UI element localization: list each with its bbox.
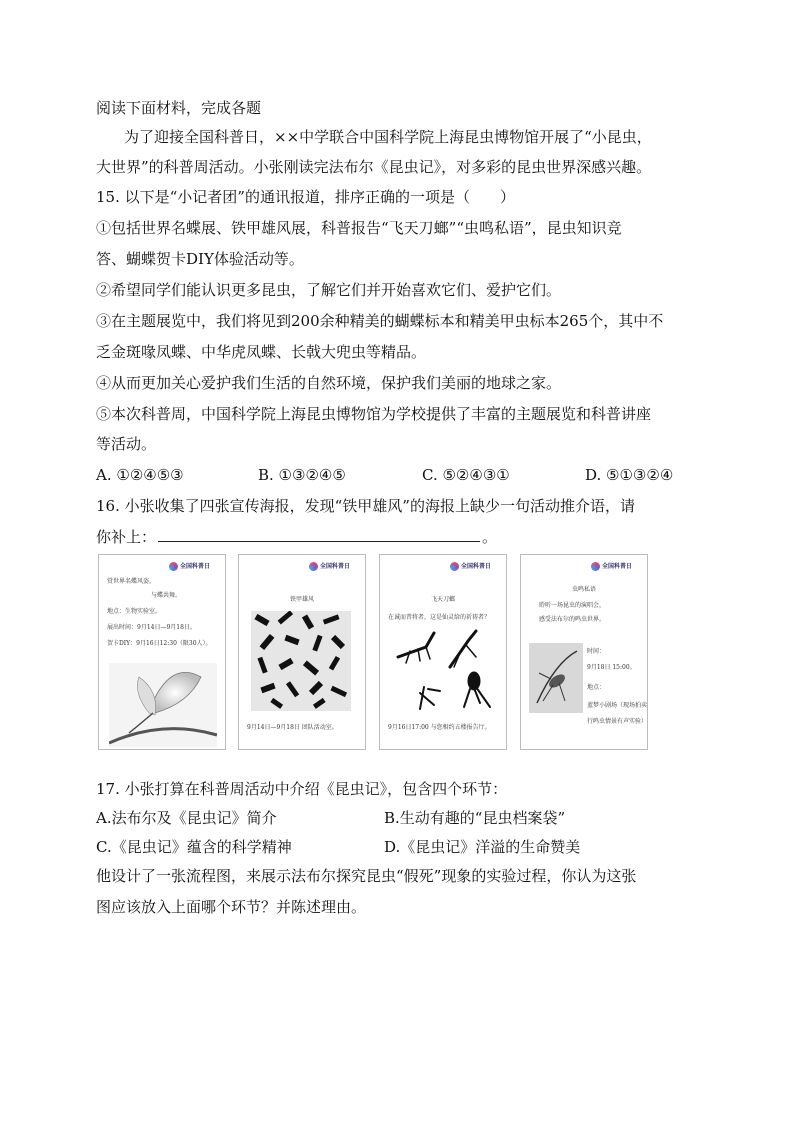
q17-stem: 17. 小张打算在科普周活动中介绍《昆虫记》，包含四个环节：	[96, 780, 508, 798]
q15-line-1: ①包括世界名蝶展、铁甲雄风展，科普报告“飞天刀螂”“虫鸣私语”，昆虫知识竞	[96, 219, 622, 237]
poster-insect-song: 全国科普日 虫鸣私语 聆听一场昆虫的演唱会， 感受法布尔的鸣虫世界。 时间： 9月18日 15:00。 地点： 蓝梦小剧场（现场拍卖 行鸣虫情景有声实验）	[520, 554, 648, 750]
q15-line-2: 答、蝴蝶贺卡DIY体验活动等。	[96, 250, 304, 268]
logo-icon	[450, 562, 459, 571]
section-heading: 阅读下面材料，完成各题	[96, 99, 262, 117]
poster-beetle: 全国科普日 铁甲雄风 9月14日—9月18日 团队活动室。	[238, 554, 366, 750]
q17-followup-1: 他设计了一张流程图，来展示法布尔探究昆虫“假死”现象的实验过程，你认为这张	[96, 867, 637, 885]
logo-icon	[169, 562, 178, 571]
q17-item-d: D.《昆虫记》洋溢的生命赞美	[384, 838, 581, 856]
q15-line-8: 等活动。	[96, 435, 157, 453]
q15-stem: 15. 以下是“小记者团”的通讯报道，排序正确的一项是（ ）	[96, 188, 515, 206]
answer-blank[interactable]	[158, 527, 480, 542]
q16-prompt: 你补上：	[96, 528, 157, 546]
q16-period: 。	[482, 528, 498, 546]
q16-line-1: 16. 小张收集了四张宣传海报，发现“铁甲雄风”的海报上缺少一句活动推介语，请	[96, 497, 635, 515]
q17-item-a: A.法布尔及《昆虫记》简介	[96, 809, 277, 827]
poster-mantis: 全国科普日 飞天刀螂 在诚而昔将者，这是仙灵给的祈祷者？ 9月16日17:00 与您相约五楼报告厅。	[379, 554, 507, 750]
q15-line-5: 乏金斑喙凤蝶、中华虎凤蝶、长戟大兜虫等精品。	[96, 343, 427, 361]
q17-followup-2: 图应该放入上面哪个环节？并陈述理由。	[96, 898, 367, 916]
logo-icon	[591, 562, 600, 571]
poster-butterfly: 全国科普日 赏世界名蝶风姿， 与蝶共舞。 地点：生物实验室。 展出时间：9月14日—9月18日。 贺卡DIY：9月16日12:30（限30人）。	[98, 554, 226, 750]
science-day-logo: 全国科普日	[169, 561, 210, 571]
intro-line-2: 大世界”的科普周活动。小张刚读完法布尔《昆虫记》，对多彩的昆虫世界深感兴趣。	[96, 158, 652, 176]
q15-line-3: ②希望同学们能认识更多昆虫，了解它们并开始喜欢它们、爱护它们。	[96, 281, 562, 299]
q15-line-4: ③在主题展览中，我们将见到200余种精美的蝴蝶标本和精美甲虫标本265个，其中不	[96, 312, 664, 330]
butterfly-illustration	[109, 663, 217, 747]
mantis-illustration	[390, 627, 498, 713]
q15-option-c: C. ⑤②④③①	[422, 466, 510, 484]
q15-option-d: D. ⑤①③②④	[585, 466, 674, 484]
beetle-pattern-illustration	[251, 611, 351, 711]
poster-gallery	[98, 554, 650, 752]
logo-icon	[309, 562, 318, 571]
q15-option-a: A. ①②④⑤③	[96, 466, 184, 484]
q16-line-2	[96, 527, 497, 547]
q17-item-c: C.《昆虫记》蕴含的科学精神	[96, 838, 292, 856]
cricket-illustration	[529, 643, 583, 713]
q15-line-6: ④从而更加关心爱护我们生活的自然环境，保护我们美丽的地球之家。	[96, 374, 562, 392]
q15-line-7: ⑤本次科普周，中国科学院上海昆虫博物馆为学校提供了丰富的主题展览和科普讲座	[96, 405, 652, 423]
intro-line-1: 为了迎接全国科普日，××中学联合中国科学院上海昆虫博物馆开展了“小昆虫，	[124, 128, 652, 146]
q15-option-b: B. ①③②④⑤	[258, 466, 346, 484]
q17-item-b: B.生动有趣的“昆虫档案袋”	[384, 809, 566, 827]
